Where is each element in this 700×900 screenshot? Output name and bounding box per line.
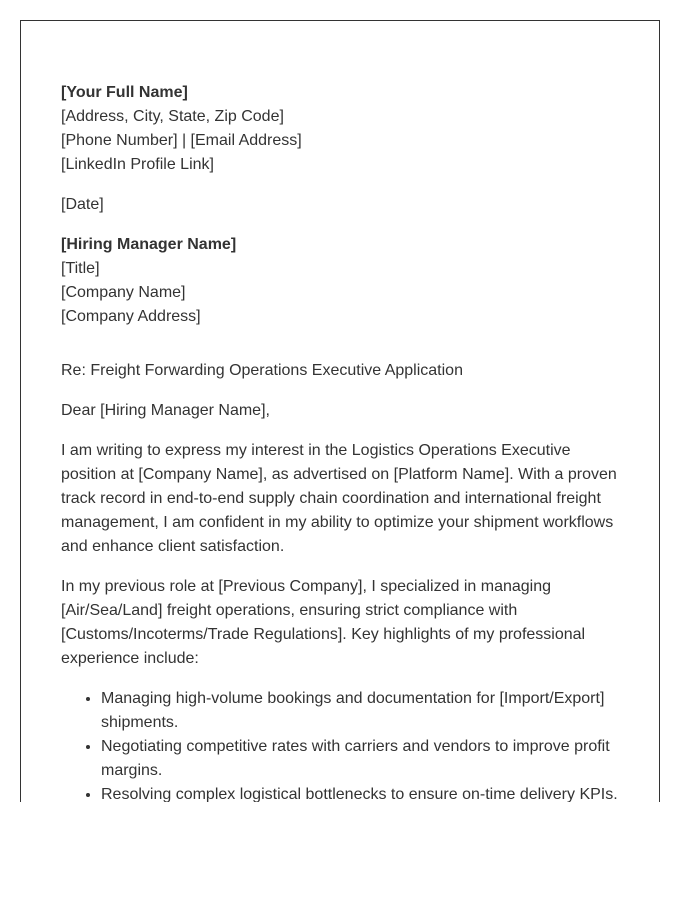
subject-line: Re: Freight Forwarding Operations Executive Application [61, 362, 463, 379]
subject-block [61, 359, 621, 383]
recipient-title: [Title] [61, 260, 100, 277]
recipient-address: [Company Address] [61, 308, 201, 325]
sender-contact: [Phone Number] | [Email Address] [61, 132, 302, 149]
list-item: • Managing high-volume bookings and documentation for [Import/Export] shipments. [101, 687, 621, 735]
letter-content [61, 81, 621, 802]
recipient-company: [Company Name] [61, 284, 186, 301]
highlights-list [61, 687, 621, 802]
sender-linkedin: [LinkedIn Profile Link] [61, 156, 214, 173]
recipient-name: [Hiring Manager Name] [61, 236, 237, 253]
letter-page [20, 20, 660, 802]
sender-address: [Address, City, State, Zip Code] [61, 108, 284, 125]
list-item: • Resolving complex logistical bottlenecks to ensure on-time delivery KPIs. [101, 783, 621, 802]
salutation: Dear [Hiring Manager Name], [61, 402, 270, 419]
letter-date: [Date] [61, 196, 104, 213]
sender-name: [Your Full Name] [61, 84, 188, 101]
list-item: • Negotiating competitive rates with carriers and vendors to improve profit margins. [101, 735, 621, 783]
body-paragraph: In my previous role at [Previous Company], I specialized in managing [Air/Sea/Land] freight operations, ensuring strict compliance with [Customs/Incoterms/Trade Regulations]. Key highlights of my professional experience include: [61, 578, 586, 667]
body-paragraph: I am writing to express my interest in the Logistics Operations Executive position at [Company Name], as advertised on [Platform Name]. With a proven track record in end-to-end supply chain coordination and international freight management, I am confident in my ability to optimize your shipment workflows and enhance client satisfaction. [61, 442, 617, 555]
date-block [61, 193, 621, 217]
recipient-block [61, 233, 621, 329]
sender-block [61, 81, 621, 177]
